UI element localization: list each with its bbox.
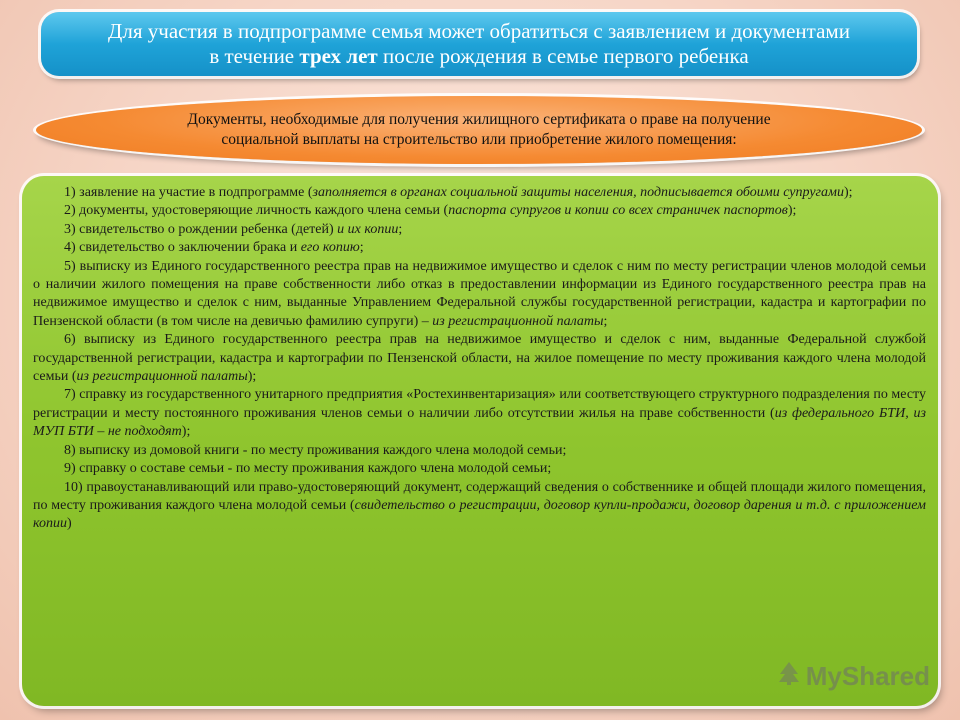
list-item-text: 2) документы, удостоверяющие личность каждого члена семьи ( [64, 203, 449, 219]
title-banner [41, 12, 917, 76]
list-item-note: из регистрационной палаты [432, 313, 604, 329]
list-item-text: 8) выписку из домовой книги - по месту проживания каждого члена молодой семьи; [64, 442, 567, 458]
title-line-1: Для участия в подпрограмме семья может обратиться с заявлением и документами [108, 19, 850, 43]
tree-icon [776, 660, 802, 693]
list-item-note: из регистрационной палаты [76, 369, 248, 385]
list-item-note: и их копии [337, 221, 399, 237]
list-item [33, 202, 926, 220]
list-item-tail: ; [359, 240, 364, 256]
list-item-tail: ; [603, 313, 608, 329]
list-item-note: заполняется в органах социальной защиты населения, подписывается обоими супругами [312, 185, 844, 200]
list-item-note: его копию [300, 240, 360, 256]
list-item [33, 184, 926, 202]
list-item [33, 331, 926, 386]
list-item-text: 4) свидетельство о заключении брака и [64, 240, 301, 256]
list-item-text: 1) заявление на участие в подпрограмме ( [64, 185, 313, 200]
list-item-tail: ; [398, 221, 403, 237]
list-item [33, 442, 926, 460]
watermark [776, 660, 930, 693]
list-item [33, 460, 926, 478]
watermark-text: MyShared [805, 661, 930, 691]
list-item-text: 9) справку о составе семьи - по месту проживания каждого члена молодой семьи; [64, 461, 552, 477]
list-item-text: 10) правоустанавливающий или право-удостоверяющий документ, содержащий сведения о собственнике и общей площади жилого помещения, по месту проживания каждого члена молодой семьи ( [33, 479, 926, 513]
title-line-2-bold: трех лет [299, 44, 378, 68]
documents-header-text [187, 110, 770, 150]
list-item [33, 258, 926, 332]
list-item-tail: ); [843, 185, 853, 200]
list-item-text: 5) выписку из Единого государственного реестра прав на недвижимое имущество и сделок с ним по месту регистрации членов молодой семьи о наличии жилого помещения на праве собственности либо отказ в предоставлении информации из Единого государственного реестра прав на недвижимое имущество и сделок с ним, выданные Управлением Федеральной службы государственной регистрации, кадастра и картографии по Пензенской области (в том числе на девичью фамилию супруги) – [33, 258, 926, 329]
documents-header-line-2: социальной выплаты на строительство или приобретение жилого помещения: [221, 131, 737, 148]
list-item-tail: ) [67, 516, 72, 532]
title-line-2 [108, 44, 850, 69]
title-line-2-pre: в течение [209, 44, 300, 68]
title-text [108, 19, 850, 69]
list-item-text: 7) справку из государственного унитарного предприятия «Ростехинвентаризация» или соответствующего структурного подразделения по месту регистрации и месту постоянного проживания членов семьи о наличии либо отсутствии жилья на праве собственности ( [33, 387, 926, 421]
documents-header-oval [36, 96, 922, 164]
documents-header-line-1: Документы, необходимые для получения жилищного сертификата о праве на получение [187, 111, 771, 128]
list-item-text: 6) выписку из Единого государственного реестра прав на недвижимое имущество и сделок с ним, выданные Федеральной службой государственной регистрации, кадастра и картографии по Пензенской области, на жилое помещение по месту проживания каждого члена молодой семьи ( [33, 332, 926, 385]
list-item [33, 239, 926, 257]
list-item-note: паспорта супругов и копии со всех страничек паспортов [448, 203, 788, 219]
list-item-note: из федерального БТИ, из МУП БТИ – не подходят [33, 405, 927, 440]
list-item [33, 221, 926, 239]
list-item-tail: ); [181, 424, 191, 440]
title-line-2-post: после рождения в семье первого ребенка [377, 44, 749, 68]
list-item-note: свидетельство о регистрации, договор купли-продажи, договор дарения и т.д. с приложением копии [33, 497, 926, 532]
list-item-tail: ); [247, 369, 257, 385]
documents-list [22, 176, 938, 706]
list-item [33, 479, 926, 534]
list-item-text: 3) свидетельство о рождении ребенка (детей) [64, 221, 338, 237]
list-item-tail: ); [787, 203, 797, 219]
list-item [33, 386, 926, 441]
